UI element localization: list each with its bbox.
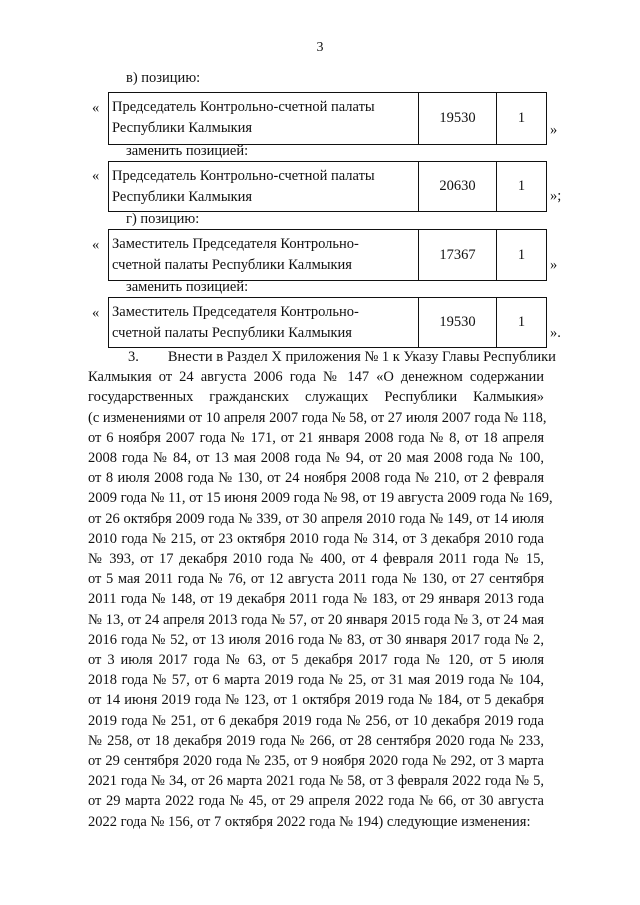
open-quote: «	[92, 237, 100, 253]
paragraph-line: 2022 года № 156, от 7 октября 2022 года № 194) следующие изменения:	[88, 813, 531, 830]
paragraph-line: 2018 года № 57, от 6 марта 2019 года № 25, от 31 мая 2019 года № 104,	[88, 672, 544, 689]
paragraph-line: № 258, от 18 декабря 2019 года № 266, от 28 сентября 2020 года № 233,	[88, 732, 544, 749]
open-quote: «	[92, 100, 100, 116]
item-label: заменить позицией:	[126, 143, 249, 159]
position-name	[109, 298, 419, 347]
position-name-line: Республики Калмыкия	[112, 120, 253, 136]
position-name-line: счетной палаты Республики Калмыкия	[112, 325, 352, 341]
paragraph-line: 2016 года № 52, от 13 июля 2016 года № 83, от 30 января 2017 года № 2,	[88, 631, 544, 648]
staff-quantity: 1	[517, 246, 526, 263]
paragraph-line: от 14 июня 2019 года № 123, от 1 октября 2019 года № 184, от 5 декабря	[88, 692, 544, 709]
position-name-line: счетной палаты Республики Калмыкия	[112, 257, 352, 273]
position-name-line: Заместитель Председателя Контрольно-	[112, 236, 359, 252]
paragraph-line: 2019 года № 251, от 6 декабря 2019 года № 256, от 10 декабря 2019 года	[88, 712, 544, 729]
position-name	[109, 162, 419, 211]
paragraph-line: № 13, от 24 апреля 2013 года № 57, от 20 января 2015 года № 3, от 24 мая	[88, 611, 544, 628]
amendment-paragraph	[88, 347, 556, 832]
paragraph-line: от 8 июля 2008 года № 130, от 24 ноября 2008 года № 210, от 2 февраля	[88, 470, 544, 487]
staff-quantity: 1	[517, 314, 526, 330]
paragraph-line: 2010 года № 215, от 23 октября 2010 года № 314, от 3 декабря 2010 года	[88, 530, 544, 547]
paragraph-line: 2009 года № 11, от 15 июня 2009 года № 98, от 19 августа 2009 года № 169,	[88, 490, 553, 507]
position-row	[108, 92, 547, 145]
position-name-line: Республики Калмыкия	[112, 189, 253, 205]
salary-value: 19530	[419, 93, 497, 144]
position-row	[108, 229, 547, 281]
paragraph-line: от 6 ноября 2007 года № 171, от 21 января 2008 года № 8, от 18 апреля	[88, 429, 544, 446]
item-label: заменить позицией:	[126, 279, 249, 295]
paragraph-line: 2021 года № 34, от 26 марта 2021 года № 58, от 3 февраля 2022 года № 5,	[88, 773, 544, 790]
salary-value: 19530	[419, 298, 497, 347]
staff-quantity: 1	[517, 110, 526, 126]
open-quote: «	[92, 168, 100, 184]
paragraph-line: 3. Внести в Раздел X приложения № 1 к Указу Главы Республики	[128, 349, 556, 365]
position-name	[109, 93, 419, 144]
paragraph-line: Калмыкия от 24 августа 2006 года № 147 «О денежном содержании	[88, 369, 544, 386]
open-quote: «	[92, 305, 100, 321]
paragraph-line: 2008 года № 84, от 13 мая 2008 года № 94, от 20 мая 2008 года № 100,	[88, 450, 544, 467]
position-row	[108, 297, 547, 348]
salary-value: 17367	[419, 230, 497, 280]
paragraph-line: от 29 марта 2022 года № 45, от 29 апреля 2022 года № 66, от 30 августа	[88, 793, 544, 810]
paragraph-line: (с изменениями от 10 апреля 2007 года № 58, от 27 июля 2007 года № 118,	[88, 409, 547, 426]
page-number: 3	[316, 40, 324, 55]
paragraph-line: от 3 июля 2017 года № 63, от 5 декабря 2017 года № 120, от 5 июля	[88, 652, 544, 669]
item-label: г) позицию:	[126, 211, 200, 227]
paragraph-line: от 29 сентября 2020 года № 235, от 9 ноября 2020 года № 292, от 3 марта	[88, 753, 544, 770]
position-name-line: Заместитель Председателя Контрольно-	[112, 304, 359, 320]
close-quote: »;	[550, 188, 562, 204]
salary-value: 20630	[419, 162, 497, 211]
paragraph-line: от 26 октября 2009 года № 339, от 30 апреля 2010 года № 149, от 14 июля	[88, 510, 544, 527]
paragraph-line: от 5 мая 2011 года № 76, от 12 августа 2011 года № 130, от 27 сентября	[88, 571, 544, 588]
close-quote: »	[550, 122, 558, 138]
staff-quantity: 1	[517, 178, 526, 194]
position-row	[108, 161, 547, 212]
item-label: в) позицию:	[126, 70, 201, 86]
position-name	[109, 230, 419, 280]
close-quote: ».	[550, 325, 561, 341]
position-name-line: Председатель Контрольно-счетной палаты	[112, 168, 375, 184]
paragraph-line: государственных гражданских служащих Республики Калмыкия»	[88, 389, 544, 406]
paragraph-line: № 393, от 17 декабря 2010 года № 400, от 4 февраля 2011 года № 15,	[88, 551, 544, 568]
position-name-line: Председатель Контрольно-счетной палаты	[112, 99, 375, 115]
paragraph-line: 2011 года № 148, от 19 декабря 2011 года № 183, от 29 января 2013 года	[88, 591, 544, 608]
close-quote: »	[550, 257, 558, 273]
